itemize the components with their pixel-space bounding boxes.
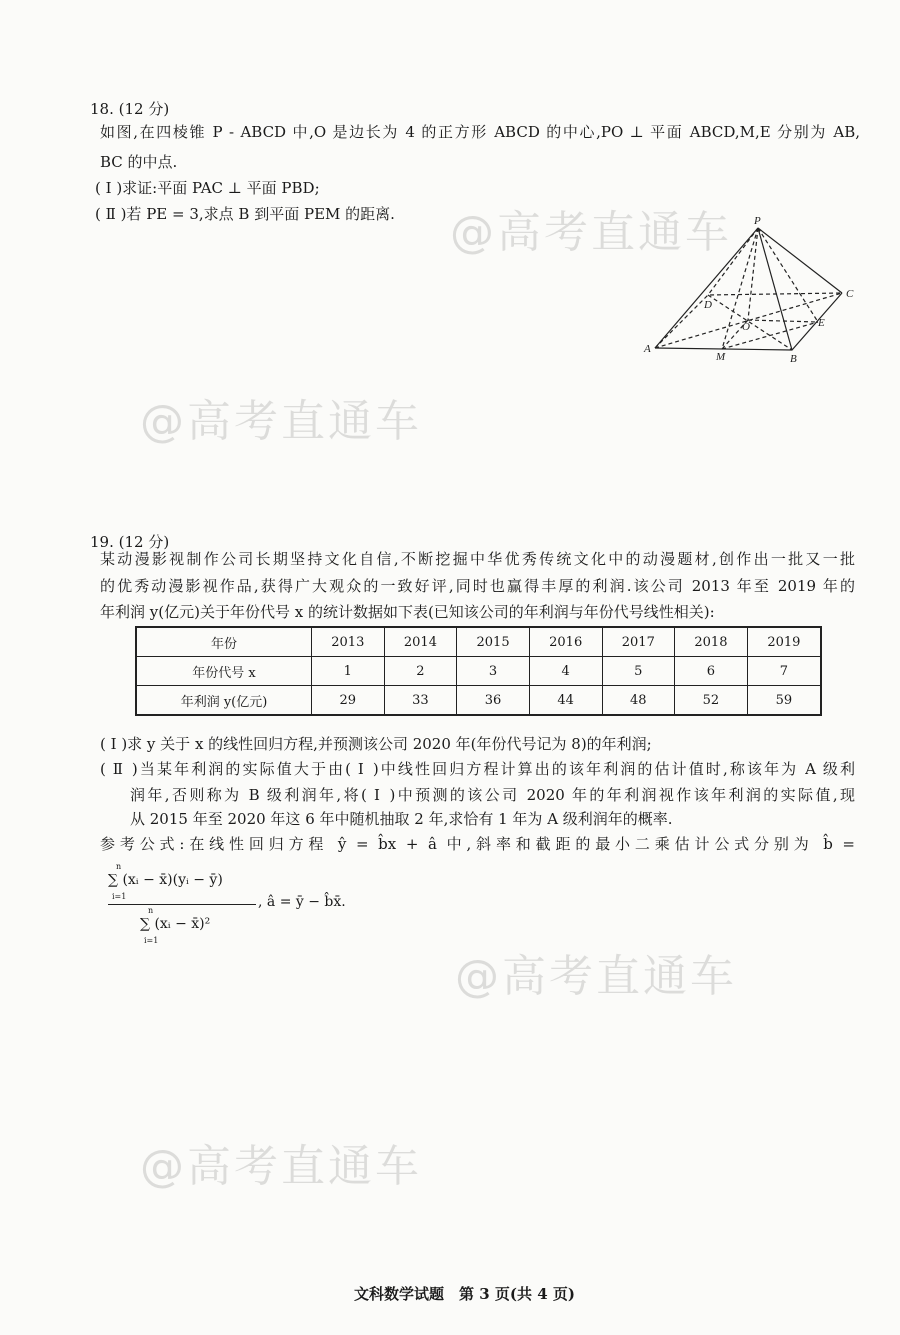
table-cell: 2017 bbox=[602, 627, 675, 657]
q18-header: 18. (12 分) bbox=[90, 100, 170, 118]
table-cell: 52 bbox=[675, 686, 748, 716]
label-e: E bbox=[818, 317, 825, 329]
table-cell: 2014 bbox=[384, 627, 457, 657]
profit-table bbox=[135, 626, 822, 716]
table-row bbox=[136, 686, 821, 716]
table-cell: 3 bbox=[457, 657, 530, 686]
q19-header: 19. (12 分) bbox=[90, 533, 170, 551]
table-cell: 48 bbox=[602, 686, 675, 716]
table-cell: 2015 bbox=[457, 627, 530, 657]
q19-part1: ( Ⅰ )求 y 关于 x 的线性回归方程,并预测该公司 2020 年(年份代号记为 8)的年利润; bbox=[100, 735, 652, 753]
table-cell: 4 bbox=[529, 657, 602, 686]
q19-stem-line3: 年利润 y(亿元)关于年份代号 x 的统计数据如下表(已知该公司的年利润与年份代号线性相关): bbox=[100, 603, 715, 621]
table-cell: 7 bbox=[747, 657, 821, 686]
sum-lower: i=1 bbox=[144, 936, 159, 945]
table-row bbox=[136, 627, 821, 657]
sum-lower: i=1 bbox=[112, 892, 127, 901]
table-cell: 5 bbox=[602, 657, 675, 686]
table-cell: 36 bbox=[457, 686, 530, 716]
sum-upper: n bbox=[116, 862, 122, 871]
table-cell: 2016 bbox=[529, 627, 602, 657]
q19-part2-line2: 润年,否则称为 B 级利润年,将( Ⅰ )中预测的该公司 2020 年的年利润视作该年利润的实际值,现 bbox=[130, 786, 855, 804]
label-p: P bbox=[754, 215, 761, 227]
table-cell: 6 bbox=[675, 657, 748, 686]
table-cell: 59 bbox=[747, 686, 821, 716]
label-b: B bbox=[790, 353, 797, 365]
table-cell: 年份 bbox=[136, 627, 312, 657]
table-cell: 2019 bbox=[747, 627, 821, 657]
q18-stem-line1: 如图,在四棱锥 P - ABCD 中,O 是边长为 4 的正方形 ABCD 的中心,PO ⊥ 平面 ABCD,M,E 分别为 AB, bbox=[100, 123, 860, 141]
q18-part2: ( Ⅱ )若 PE = 3,求点 B 到平面 PEM 的距离. bbox=[95, 205, 395, 223]
label-o: O bbox=[742, 321, 750, 333]
label-m: M bbox=[716, 351, 726, 363]
sum-upper: n bbox=[148, 906, 154, 915]
q19-part2-line3: 从 2015 年至 2020 年这 6 年中随机抽取 2 年,求恰有 1 年为 A 级利润年的概率. bbox=[130, 810, 673, 828]
watermark: @高考直通车 bbox=[140, 396, 422, 447]
table-cell: 年利润 y(亿元) bbox=[136, 686, 312, 716]
q19-part2-line1: ( Ⅱ )当某年利润的实际值大于由( Ⅰ )中线性回归方程计算出的该年利润的估计值时,称该年为 A 级利 bbox=[100, 760, 855, 778]
denominator: ∑ (xᵢ − x̄)² bbox=[140, 916, 211, 932]
pyramid-figure bbox=[0, 0, 900, 400]
intercept-formula: , â = ȳ − b̂x̄. bbox=[258, 894, 346, 910]
table-row bbox=[136, 657, 821, 686]
q18-part1: ( Ⅰ )求证:平面 PAC ⊥ 平面 PBD; bbox=[95, 179, 320, 197]
label-c: C bbox=[846, 288, 854, 300]
watermark: @高考直通车 bbox=[140, 1141, 422, 1192]
watermark: @高考直通车 bbox=[450, 207, 732, 258]
watermark: @高考直通车 bbox=[455, 951, 737, 1002]
table-cell: 44 bbox=[529, 686, 602, 716]
table-cell: 33 bbox=[384, 686, 457, 716]
table-cell: 2018 bbox=[675, 627, 748, 657]
numerator: ∑ (xᵢ − x̄)(yᵢ − ȳ) bbox=[108, 872, 223, 888]
q18-stem-line2: BC 的中点. bbox=[100, 153, 178, 171]
table-cell: 1 bbox=[312, 657, 385, 686]
table-cell: 2 bbox=[384, 657, 457, 686]
q19-stem-line1: 某动漫影视制作公司长期坚持文化自信,不断挖掘中华优秀传统文化中的动漫题材,创作出一批又一批 bbox=[100, 550, 855, 568]
fraction-bar bbox=[108, 904, 256, 905]
table-cell: 年份代号 x bbox=[136, 657, 312, 686]
reference-formula: 参考公式:在线性回归方程 ŷ = b̂x + â 中,斜率和截距的最小二乘估计公式分别为 b̂ = bbox=[100, 835, 855, 853]
table-cell: 29 bbox=[312, 686, 385, 716]
label-d: D bbox=[704, 299, 712, 311]
page-footer: 文科数学试题 第 3 页(共 4 页) bbox=[354, 1285, 575, 1303]
label-a: A bbox=[644, 343, 651, 355]
q19-stem-line2: 的优秀动漫影视作品,获得广大观众的一致好评,同时也赢得丰厚的利润.该公司 2013 年至 2019 年的 bbox=[100, 577, 855, 595]
table-cell: 2013 bbox=[312, 627, 385, 657]
